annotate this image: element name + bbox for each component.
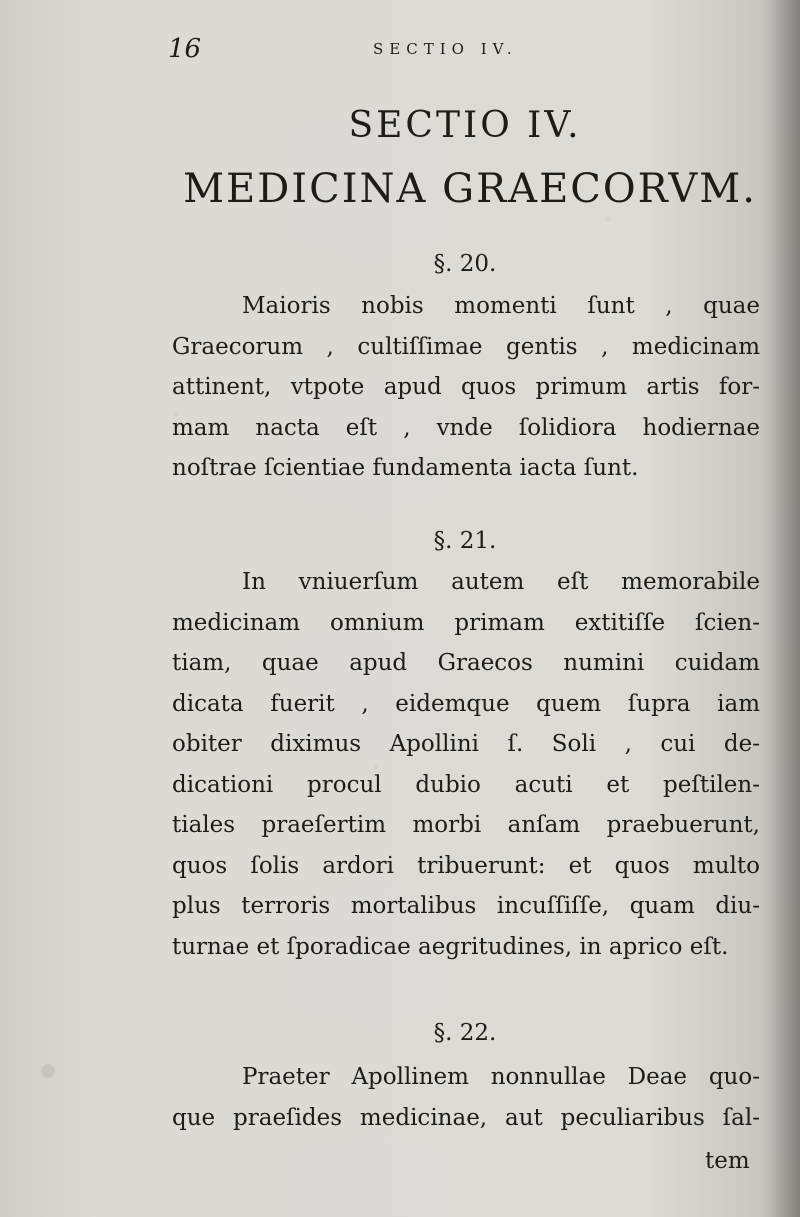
text-line: mam nacta eſt , vnde ſolidiora hodiernae: [172, 414, 760, 441]
text-line: medicinam omnium primam extitiſſe ſcien-: [172, 609, 760, 636]
section-title: SECTIO IV.: [348, 105, 582, 146]
paragraph-mark-20: §. 20.: [433, 251, 497, 277]
paragraph-20: [172, 286, 760, 489]
running-head: [168, 34, 753, 68]
text-line: Praeter Apollinem nonnullae Deae quo-: [242, 1064, 760, 1090]
text-line: obiter diximus Apollini ſ. Soli , cui de-: [172, 731, 760, 757]
paragraph-mark-22: §. 22.: [433, 1020, 497, 1046]
text-line: Graecorum , cultiſſimae gentis , medicinam: [172, 333, 760, 360]
paragraph-21: [172, 562, 760, 967]
page-number: 16: [168, 34, 202, 64]
text-line: dicata fuerit , eidemque quem ſupra iam: [172, 690, 760, 717]
text-line: tiales praeſertim morbi anſam praebuerunt,: [172, 812, 760, 838]
paragraph-22: [172, 1057, 760, 1138]
main-title: MEDICINA GRAECORVM.: [183, 166, 757, 212]
page-edge-shadow: [766, 0, 800, 1217]
text-line: quos ſolis ardori tribuerunt: et quos multo: [172, 852, 760, 879]
text-line: noſtrae ſcientiae fundamenta iacta ſunt.: [172, 455, 639, 481]
text-line: attinent, vtpote apud quos primum artis for-: [172, 374, 760, 400]
paragraph-mark-21: §. 21.: [433, 528, 497, 554]
text-line: turnae et ſporadicae aegritudines, in aprico eſt.: [172, 933, 729, 960]
text-line: tiam, quae apud Graecos numini cuidam: [172, 650, 760, 676]
text-line: que praeſides medicinae, aut peculiaribus ſal-: [172, 1104, 760, 1131]
catchword: tem: [705, 1148, 750, 1174]
text-line: Maioris nobis momenti ſunt , quae: [242, 293, 760, 319]
text-line: In vniuerſum autem eſt memorabile: [242, 569, 760, 595]
running-title: SECTIO IV.: [373, 40, 518, 58]
text-line: plus terroris mortalibus incuſſiſſe, quam diu-: [172, 893, 760, 919]
text-line: dicationi procul dubio acuti et peſtilen-: [172, 771, 760, 798]
